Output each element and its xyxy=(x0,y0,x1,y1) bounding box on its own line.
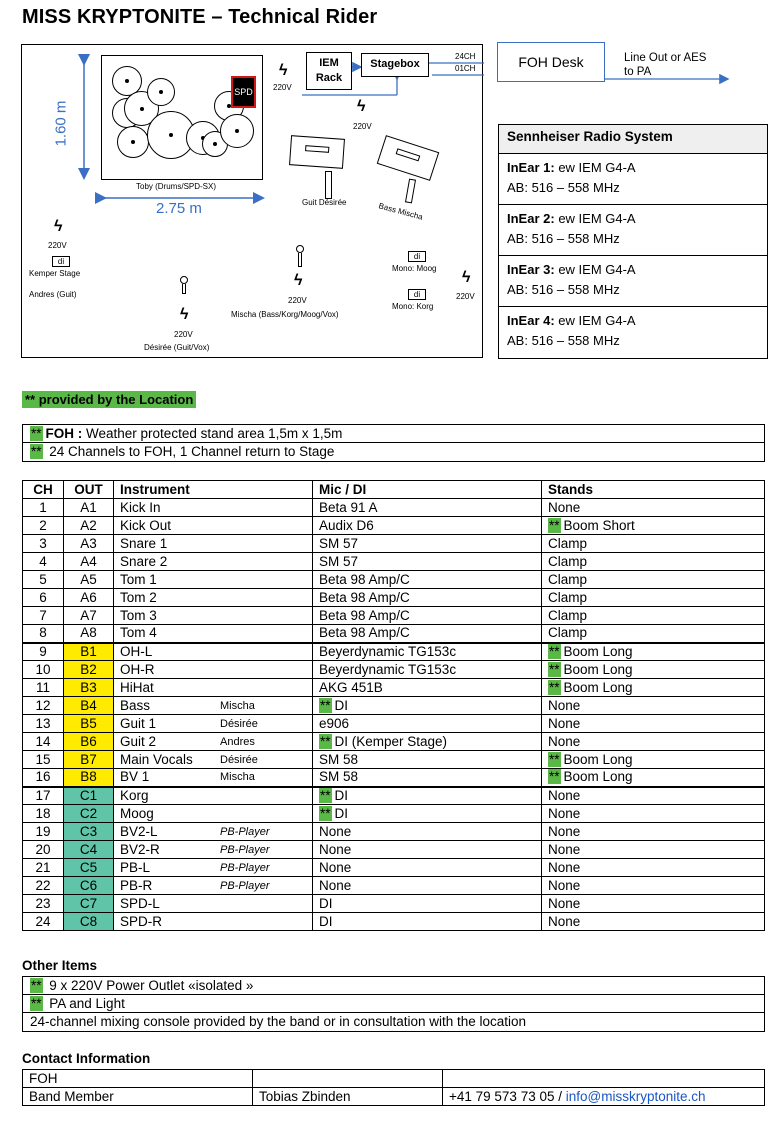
output-cell: C1 xyxy=(64,787,114,805)
instrument-cell: Kick Out xyxy=(114,517,313,535)
mic-cell: None xyxy=(313,841,542,859)
table-row xyxy=(23,895,765,913)
other-items-title: Other Items xyxy=(22,958,98,973)
instrument-cell: Guit 1 Désirée xyxy=(114,715,313,733)
channel-number: 13 xyxy=(23,715,64,733)
output-cell: C8 xyxy=(64,913,114,931)
channel-number: 11 xyxy=(23,679,64,697)
stagebox: Stagebox xyxy=(361,53,429,77)
table-row xyxy=(23,715,765,733)
channel-number: 16 xyxy=(23,769,64,787)
radio-system-table xyxy=(498,124,768,359)
amp-stand xyxy=(325,171,332,199)
stand-cell: ** Boom Long xyxy=(542,769,765,787)
di-box: di xyxy=(52,256,70,267)
instrument-cell: BV2-L PB-Player xyxy=(114,823,313,841)
power-label: 220V xyxy=(353,122,372,131)
radio-row: InEar 2: ew IEM G4-A AB: 516 – 558 MHz xyxy=(499,205,767,256)
stand-cell: ** Boom Long xyxy=(542,679,765,697)
output-cell: C7 xyxy=(64,895,114,913)
table-row xyxy=(23,517,765,535)
stand-cell: Clamp xyxy=(542,535,765,553)
output-cell: A6 xyxy=(64,589,114,607)
instrument-cell: SPD-L xyxy=(114,895,313,913)
mischa-label: Mischa (Bass/Korg/Moog/Vox) xyxy=(231,310,339,319)
power-label: 220V xyxy=(174,330,193,339)
output-cell: A5 xyxy=(64,571,114,589)
table-row xyxy=(23,877,765,895)
stand-cell: None xyxy=(542,841,765,859)
mic-icon xyxy=(296,245,304,253)
channel-number: 7 xyxy=(23,607,64,625)
desiree-label: Désirée (Guit/Vox) xyxy=(144,343,210,352)
channel-number: 23 xyxy=(23,895,64,913)
power-icon: ϟ xyxy=(462,269,471,286)
output-cell: C4 xyxy=(64,841,114,859)
moog-label: Mono: Moog xyxy=(392,264,437,273)
stand-cell: ** Boom Long xyxy=(542,661,765,679)
andres-label: Andres (Guit) xyxy=(29,290,77,299)
drummer-label: Toby (Drums/SPD-SX) xyxy=(136,182,217,191)
power-label: 220V xyxy=(48,241,67,250)
mic-cell: ** DI (Kemper Stage) xyxy=(313,733,542,751)
guitar-amp-label: Guit Désirée xyxy=(302,198,347,207)
bass-amp-label: Bass Mischa xyxy=(377,201,424,222)
table-row xyxy=(23,805,765,823)
mic-cell: Beta 98 Amp/C xyxy=(313,589,542,607)
table-row xyxy=(23,679,765,697)
stage-plot xyxy=(21,44,483,358)
channel-number: 3 xyxy=(23,535,64,553)
mic-cell: None xyxy=(313,823,542,841)
output-cell: C6 xyxy=(64,877,114,895)
email-link[interactable]: info@misskryptonite.ch xyxy=(565,1088,706,1104)
channel-number: 22 xyxy=(23,877,64,895)
table-row xyxy=(23,787,765,805)
instrument-cell: Tom 2 xyxy=(114,589,313,607)
power-icon: ϟ xyxy=(357,98,366,115)
mic-cell: ** DI xyxy=(313,805,542,823)
instrument-cell: PB-L PB-Player xyxy=(114,859,313,877)
output-cell: B6 xyxy=(64,733,114,751)
mic-cell: Audix D6 xyxy=(313,517,542,535)
table-row: Band Member Tobias Zbinden +41 79 573 73 05 / info@misskryptonite.ch xyxy=(23,1088,765,1106)
kemper-label: Kemper Stage xyxy=(29,269,81,278)
output-cell: B1 xyxy=(64,643,114,661)
output-cell: A1 xyxy=(64,499,114,517)
instrument-cell: Korg xyxy=(114,787,313,805)
stand-cell: None xyxy=(542,787,765,805)
mic-cell: Beta 98 Amp/C xyxy=(313,625,542,643)
contact-table xyxy=(22,1069,765,1106)
mic-cell: Beyerdynamic TG153c xyxy=(313,661,542,679)
mic-cell: ** DI xyxy=(313,697,542,715)
channel-number: 19 xyxy=(23,823,64,841)
stand-cell: None xyxy=(542,823,765,841)
table-row xyxy=(23,733,765,751)
channel-number: 10 xyxy=(23,661,64,679)
output-cell: C3 xyxy=(64,823,114,841)
return-channels: 01CH xyxy=(455,64,476,73)
mic-cell: DI xyxy=(313,913,542,931)
mic-cell: SM 58 xyxy=(313,769,542,787)
stand-cell: Clamp xyxy=(542,571,765,589)
drum-riser xyxy=(101,55,263,180)
table-row: FOH xyxy=(23,1070,765,1088)
stand-cell: ** Boom Long xyxy=(542,643,765,661)
location-requirements xyxy=(22,424,765,462)
stand-cell: None xyxy=(542,877,765,895)
radio-title: Sennheiser Radio System xyxy=(499,125,767,154)
table-row xyxy=(23,571,765,589)
channel-number: 24 xyxy=(23,913,64,931)
output-cell: B2 xyxy=(64,661,114,679)
radio-row: InEar 3: ew IEM G4-A AB: 516 – 558 MHz xyxy=(499,256,767,307)
mic-cell: e906 xyxy=(313,715,542,733)
instrument-cell: Moog xyxy=(114,805,313,823)
channel-number: 14 xyxy=(23,733,64,751)
output-cell: B3 xyxy=(64,679,114,697)
channels-requirement: ** 24 Channels to FOH, 1 Channel return to Stage xyxy=(31,444,335,459)
instrument-cell: OH-L xyxy=(114,643,313,661)
table-row xyxy=(23,769,765,787)
other-items-list xyxy=(22,976,765,1032)
send-channels: 24CH xyxy=(455,52,476,61)
output-cell: A3 xyxy=(64,535,114,553)
instrument-cell: Snare 1 xyxy=(114,535,313,553)
table-header-row: CH OUT Instrument Mic / DI Stands xyxy=(23,481,765,499)
mic-cell: None xyxy=(313,859,542,877)
instrument-cell: Snare 2 xyxy=(114,553,313,571)
stand-cell: None xyxy=(542,733,765,751)
table-row xyxy=(23,625,765,643)
instrument-cell: OH-R xyxy=(114,661,313,679)
table-row xyxy=(23,643,765,661)
table-row xyxy=(23,751,765,769)
instrument-cell: Tom 3 xyxy=(114,607,313,625)
foh-desk: FOH Desk xyxy=(497,42,605,82)
power-icon: ϟ xyxy=(279,62,288,79)
mic-cell: ** DI xyxy=(313,787,542,805)
channel-number: 5 xyxy=(23,571,64,589)
instrument-cell: HiHat xyxy=(114,679,313,697)
table-row xyxy=(23,841,765,859)
stand-cell: None xyxy=(542,859,765,877)
table-row xyxy=(23,859,765,877)
stand-cell: Clamp xyxy=(542,607,765,625)
power-icon: ϟ xyxy=(180,306,189,323)
instrument-cell: Main Vocals Désirée xyxy=(114,751,313,769)
foh-requirement: ** FOH : Weather protected stand area 1,5m x 1,5m xyxy=(23,425,764,443)
channel-number: 2 xyxy=(23,517,64,535)
stand-cell: ** Boom Long xyxy=(542,751,765,769)
instrument-cell: Tom 4 xyxy=(114,625,313,643)
output-cell: A4 xyxy=(64,553,114,571)
ride-cymbal xyxy=(220,114,254,148)
mic-cell: SM 57 xyxy=(313,553,542,571)
radio-row: InEar 1: ew IEM G4-A AB: 516 – 558 MHz xyxy=(499,154,767,205)
power-label: 220V xyxy=(273,83,292,92)
provided-banner: ** provided by the Location xyxy=(22,391,196,408)
stand-cell: Clamp xyxy=(542,553,765,571)
stand-cell: Clamp xyxy=(542,625,765,643)
instrument-cell: SPD-R xyxy=(114,913,313,931)
list-item: ** 9 x 220V Power Outlet «isolated » xyxy=(23,977,764,995)
stand-cell: None xyxy=(542,715,765,733)
output-cell: B5 xyxy=(64,715,114,733)
table-row xyxy=(23,913,765,931)
output-cell: B7 xyxy=(64,751,114,769)
mic-cell: SM 58 xyxy=(313,751,542,769)
di-box: di xyxy=(408,251,426,262)
stand-cell: None xyxy=(542,697,765,715)
channel-number: 20 xyxy=(23,841,64,859)
channel-number: 4 xyxy=(23,553,64,571)
korg-label: Mono: Korg xyxy=(392,302,434,311)
contact-title: Contact Information xyxy=(22,1051,151,1066)
channel-number: 12 xyxy=(23,697,64,715)
page-title: MISS KRYPTONITE – Technical Rider xyxy=(22,6,378,28)
table-row xyxy=(23,589,765,607)
hihat xyxy=(117,126,149,158)
line-out-label: Line Out or AES to PA xyxy=(624,52,707,78)
mic-cell: Beta 91 A xyxy=(313,499,542,517)
channel-number: 17 xyxy=(23,787,64,805)
stand-cell: Clamp xyxy=(542,589,765,607)
output-cell: B4 xyxy=(64,697,114,715)
list-item: ** PA and Light xyxy=(23,995,764,1013)
mic-cell: SM 57 xyxy=(313,535,542,553)
instrument-cell: Kick In xyxy=(114,499,313,517)
power-label: 220V xyxy=(288,296,307,305)
tom xyxy=(147,78,175,106)
mic-icon xyxy=(180,276,188,284)
power-icon: ϟ xyxy=(54,218,63,235)
table-row xyxy=(23,607,765,625)
list-item: 24-channel mixing console provided by the band or in consultation with the location xyxy=(30,1014,527,1029)
table-row xyxy=(23,697,765,715)
table-row xyxy=(23,499,765,517)
channel-list-table xyxy=(22,480,765,931)
table-row xyxy=(23,661,765,679)
instrument-cell: Tom 1 xyxy=(114,571,313,589)
channel-number: 8 xyxy=(23,625,64,643)
height-dimension: 1.60 m xyxy=(52,100,70,147)
stand-cell: None xyxy=(542,499,765,517)
mic-cell: DI xyxy=(313,895,542,913)
mic-cell: None xyxy=(313,877,542,895)
power-icon: ϟ xyxy=(294,272,303,289)
channel-number: 21 xyxy=(23,859,64,877)
radio-row: InEar 4: ew IEM G4-A AB: 516 – 558 MHz xyxy=(507,313,636,348)
mic-cell: Beta 98 Amp/C xyxy=(313,571,542,589)
output-cell: C5 xyxy=(64,859,114,877)
table-row xyxy=(23,823,765,841)
instrument-cell: BV2-R PB-Player xyxy=(114,841,313,859)
stand-cell: None xyxy=(542,913,765,931)
output-cell: A8 xyxy=(64,625,114,643)
table-row xyxy=(23,553,765,571)
power-label: 220V xyxy=(456,292,475,301)
stand-cell: ** Boom Short xyxy=(542,517,765,535)
guitar-amp xyxy=(289,135,345,169)
mic-cell: Beyerdynamic TG153c xyxy=(313,643,542,661)
output-cell: A7 xyxy=(64,607,114,625)
output-cell: C2 xyxy=(64,805,114,823)
output-cell: B8 xyxy=(64,769,114,787)
stand-cell: None xyxy=(542,805,765,823)
width-dimension: 2.75 m xyxy=(156,200,202,217)
iem-rack: IEM Rack xyxy=(306,52,352,90)
instrument-cell: PB-R PB-Player xyxy=(114,877,313,895)
channel-number: 1 xyxy=(23,499,64,517)
spd-pad: SPD xyxy=(231,76,256,108)
table-row xyxy=(23,535,765,553)
mic-cell: AKG 451B xyxy=(313,679,542,697)
mic-cell: Beta 98 Amp/C xyxy=(313,607,542,625)
channel-number: 6 xyxy=(23,589,64,607)
instrument-cell: Bass Mischa xyxy=(114,697,313,715)
instrument-cell: BV 1 Mischa xyxy=(114,769,313,787)
stand-cell: None xyxy=(542,895,765,913)
di-box: di xyxy=(408,289,426,300)
channel-number: 15 xyxy=(23,751,64,769)
instrument-cell: Guit 2 Andres xyxy=(114,733,313,751)
output-cell: A2 xyxy=(64,517,114,535)
channel-number: 18 xyxy=(23,805,64,823)
channel-number: 9 xyxy=(23,643,64,661)
